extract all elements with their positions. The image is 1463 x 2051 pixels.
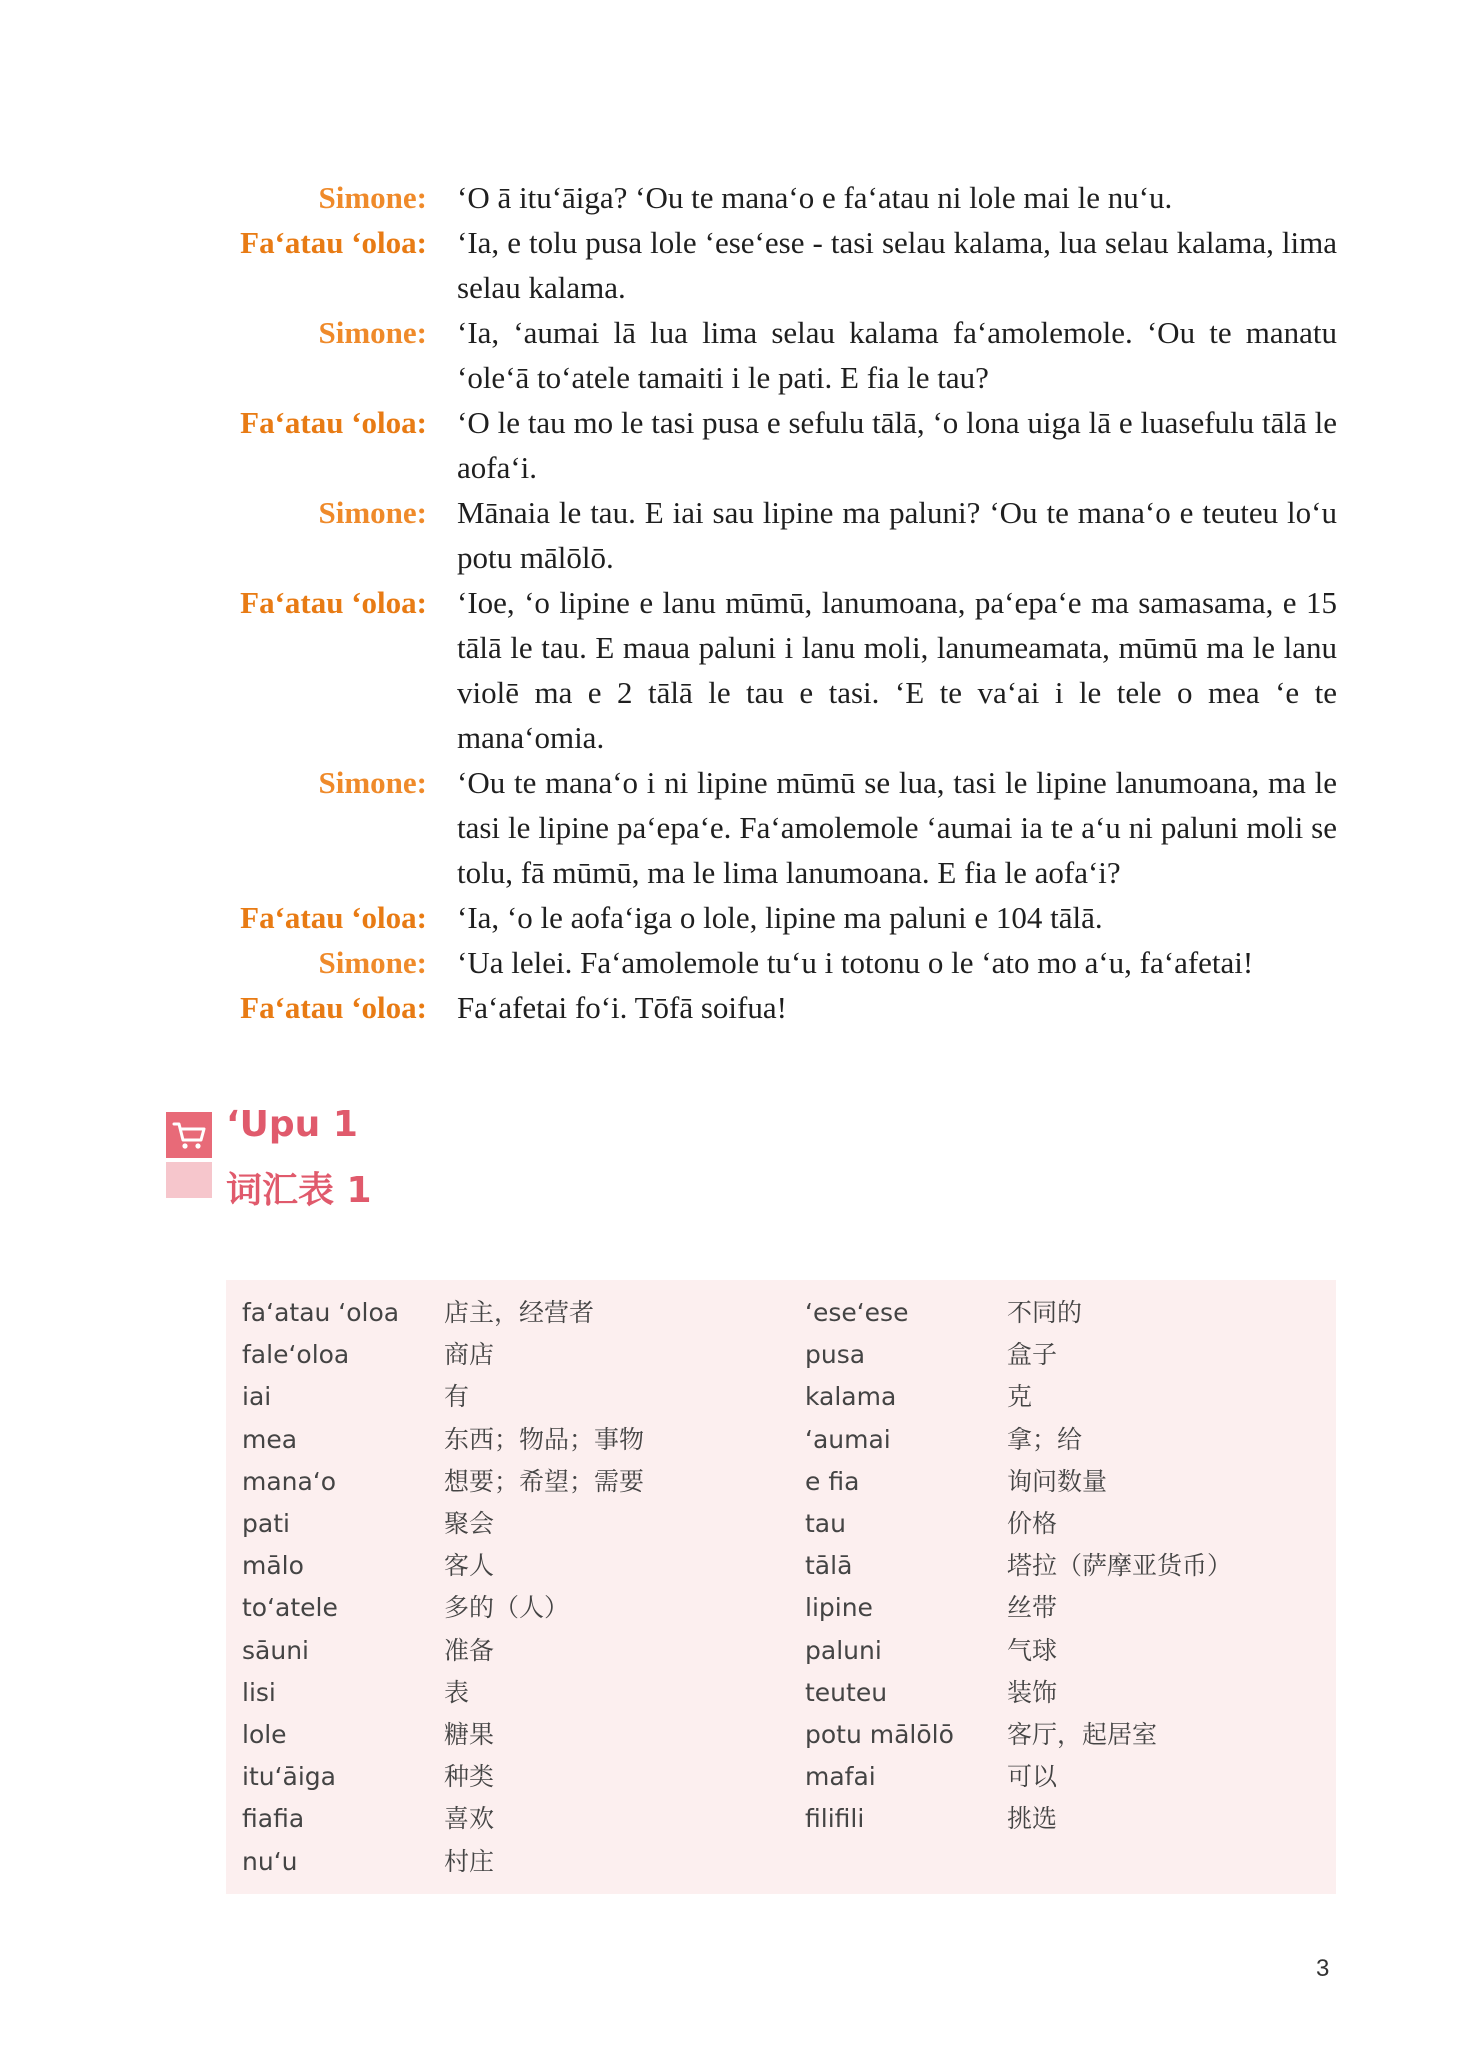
speaker-name: Simone: (318, 495, 427, 530)
dialogue-line: ‘Ia, ‘aumai lā lua lima selau kalama fa‘amolemole. ‘Ou te manatu ‘ole‘ā to‘atele tamaiti i le pati. E fia le tau? (457, 315, 1337, 395)
vocab-definition: 店主，经营者 (444, 1298, 595, 1327)
vocab-definition: 拿；给 (1007, 1424, 1083, 1454)
speaker-name: Fa‘atau ‘oloa: (240, 900, 427, 935)
vocab-word: mea (242, 1424, 298, 1454)
section-title: ‘Upu 1 (226, 1104, 358, 1145)
vocab-word: nu‘u (242, 1846, 298, 1876)
vocab-row (226, 1587, 781, 1629)
speaker-name: Simone: (318, 945, 427, 980)
vocab-definition: 盒子 (1007, 1340, 1058, 1370)
vocab-word: paluni (805, 1635, 882, 1665)
vocab-row (226, 1798, 781, 1840)
vocab-definition: 客人 (444, 1551, 495, 1581)
vocab-definition: 村庄 (444, 1846, 495, 1876)
vocab-row (226, 1630, 781, 1672)
vocab-word: mālo (242, 1551, 304, 1581)
dialogue-turn (0, 760, 1463, 895)
vocab-row (789, 1419, 1344, 1461)
vocab-definition: 有 (444, 1382, 470, 1412)
vocab-word: potu mālōlō (805, 1720, 954, 1749)
dialogue-turn (0, 175, 1463, 220)
vocab-row (226, 1545, 781, 1587)
vocab-definition: 想要；希望；需要 (444, 1466, 645, 1496)
speaker-name: Simone: (318, 180, 427, 215)
vocab-definition: 不同的 (1007, 1298, 1083, 1327)
decorative-strip (166, 1162, 212, 1198)
vocab-row (789, 1292, 1344, 1334)
vocab-row (789, 1334, 1344, 1376)
speaker-name: Fa‘atau ‘oloa: (240, 405, 427, 440)
vocab-row (789, 1714, 1344, 1756)
vocab-definition: 塔拉（萨摩亚货币） (1007, 1551, 1233, 1581)
vocab-definition: 准备 (444, 1635, 495, 1665)
vocab-word: iai (242, 1382, 272, 1412)
dialogue-line: ‘O ā itu‘āiga? ‘Ou te mana‘o e fa‘atau ni lole mai le nu‘u. (457, 180, 1173, 215)
dialogue-line: ‘Ioe, ‘o lipine e lanu mūmū, lanumoana, pa‘epa‘e ma samasama, e 15 tālā le tau. E maua paluni i lanu moli, lanumeamata, mūmū ma le lanu violē ma e 2 tālā le tau e tasi. ‘E te va‘ai i le tele o mea ‘e te mana‘omia. (457, 585, 1337, 755)
vocab-definition: 东西；物品；事物 (444, 1424, 645, 1454)
vocab-row (789, 1798, 1344, 1840)
vocab-row (226, 1503, 781, 1545)
dialogue-turn (0, 310, 1463, 400)
vocab-row (789, 1461, 1344, 1503)
vocab-row (226, 1376, 781, 1418)
vocab-definition: 装饰 (1007, 1677, 1058, 1707)
speaker-name: Fa‘atau ‘oloa: (240, 225, 427, 260)
vocab-word: mafai (805, 1762, 876, 1792)
dialogue-turn (0, 220, 1463, 310)
vocab-row (226, 1334, 781, 1376)
vocab-word: e fia (805, 1466, 860, 1496)
vocab-word: pusa (805, 1340, 866, 1370)
vocab-row (789, 1672, 1344, 1714)
vocab-row (789, 1756, 1344, 1798)
vocab-definition: 可以 (1007, 1762, 1058, 1792)
vocab-definition: 克 (1007, 1382, 1033, 1412)
vocab-definition: 气球 (1007, 1635, 1058, 1665)
vocab-definition: 糖果 (444, 1720, 495, 1749)
vocab-word: mana‘o (242, 1466, 337, 1496)
speaker-name: Fa‘atau ‘oloa: (240, 990, 427, 1025)
dialogue-line: ‘O le tau mo le tasi pusa e sefulu tālā, ‘o lona uiga lā e luasefulu tālā le aofa‘i. (457, 405, 1337, 485)
dialogue-line: ‘Ia, e tolu pusa lole ‘ese‘ese - tasi selau kalama, lua selau kalama, lima selau kalama. (457, 225, 1337, 305)
vocab-definition: 客厅，起居室 (1007, 1720, 1158, 1749)
vocab-definition: 表 (444, 1677, 470, 1707)
vocab-word: tau (805, 1509, 846, 1538)
section-subtitle: 词汇表 1 (226, 1170, 372, 1211)
vocab-word: fale‘oloa (242, 1340, 350, 1370)
vocab-word: kalama (805, 1382, 897, 1412)
speaker-name: Simone: (318, 315, 427, 350)
vocab-word: teuteu (805, 1677, 888, 1707)
speaker-name: Simone: (318, 765, 427, 800)
dialogue-line: ‘Ia, ‘o le aofa‘iga o lole, lipine ma paluni e 104 tālā. (457, 900, 1103, 935)
vocab-row (226, 1756, 781, 1798)
vocab-row (789, 1503, 1344, 1545)
vocab-definition: 挑选 (1007, 1804, 1058, 1834)
vocab-row (789, 1630, 1344, 1672)
vocabulary-table (226, 1280, 1336, 1894)
vocab-definition: 喜欢 (444, 1804, 495, 1834)
vocab-row (789, 1587, 1344, 1629)
shopping-cart-icon (166, 1112, 212, 1158)
vocab-word: to‘atele (242, 1593, 338, 1623)
dialogue (0, 175, 1463, 1030)
vocab-word: lipine (805, 1593, 873, 1623)
dialogue-line: Mānaia le tau. E iai sau lipine ma paluni? ‘Ou te mana‘o e teuteu lo‘u potu mālōlō. (457, 495, 1337, 575)
dialogue-turn (0, 895, 1463, 940)
vocab-definition: 聚会 (444, 1509, 495, 1538)
vocab-word: fa‘atau ‘oloa (242, 1298, 400, 1327)
speaker-name: Fa‘atau ‘oloa: (240, 585, 427, 620)
vocab-row (226, 1292, 781, 1334)
dialogue-turn (0, 580, 1463, 760)
vocab-word: lisi (242, 1677, 276, 1707)
vocab-definition: 多的（人） (444, 1593, 570, 1623)
vocab-word: filifili (805, 1804, 865, 1834)
vocab-definition: 询问数量 (1007, 1466, 1108, 1496)
vocab-row (226, 1419, 781, 1461)
vocab-word: ‘aumai (805, 1424, 891, 1454)
vocab-row (226, 1461, 781, 1503)
vocab-definition: 种类 (444, 1762, 495, 1792)
dialogue-turn (0, 985, 1463, 1030)
vocab-row (226, 1672, 781, 1714)
vocab-word: pati (242, 1509, 290, 1538)
vocab-definition: 商店 (444, 1340, 495, 1370)
vocab-word: ‘ese‘ese (805, 1298, 909, 1327)
vocab-row (226, 1714, 781, 1756)
vocab-word: tālā (805, 1551, 853, 1581)
vocab-word: itu‘āiga (242, 1762, 336, 1792)
vocab-row (789, 1376, 1344, 1418)
vocab-word: sāuni (242, 1635, 309, 1665)
dialogue-turn (0, 940, 1463, 985)
dialogue-line: Fa‘afetai fo‘i. Tōfā soifua! (457, 990, 787, 1025)
page-number: 3 (1316, 1955, 1330, 1982)
vocab-word: lole (242, 1720, 287, 1749)
vocab-row (789, 1545, 1344, 1587)
vocab-definition: 丝带 (1007, 1593, 1058, 1623)
dialogue-line: ‘Ua lelei. Fa‘amolemole tu‘u i totonu o le ‘ato mo a‘u, fa‘afetai! (457, 945, 1254, 980)
vocab-definition: 价格 (1007, 1509, 1058, 1538)
vocab-word: fiafia (242, 1804, 305, 1834)
dialogue-line: ‘Ou te mana‘o i ni lipine mūmū se lua, tasi le lipine lanumoana, ma le tasi le lipine pa‘epa‘e. Fa‘amolemole ‘aumai ia te a‘u ni paluni moli se tolu, fā mūmū, ma le lima lanumoana. E fia le aofa‘i? (457, 765, 1337, 890)
dialogue-turn (0, 400, 1463, 490)
vocab-row (226, 1841, 781, 1883)
dialogue-turn (0, 490, 1463, 580)
